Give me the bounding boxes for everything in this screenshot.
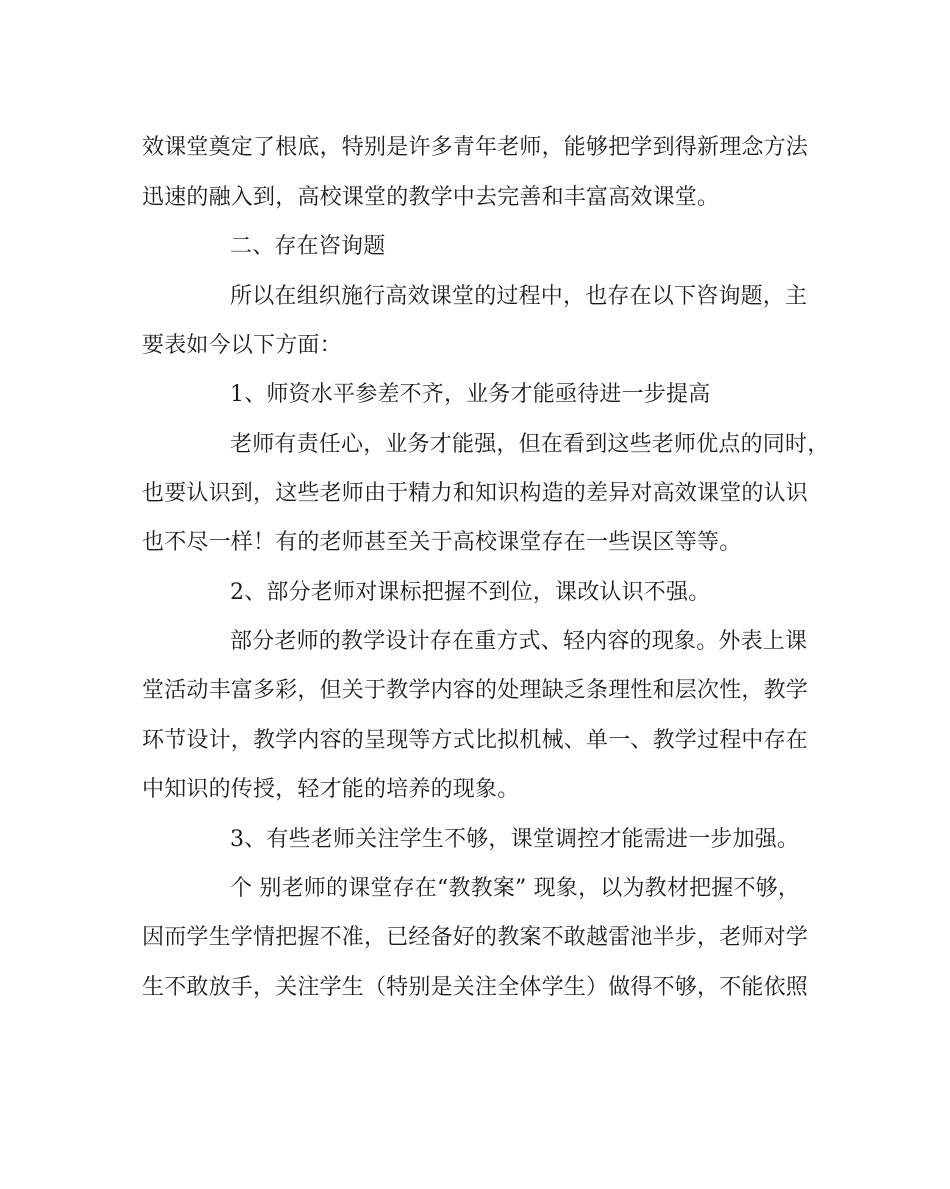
paragraph-line: 部分老师的教学设计存在重方式、轻内容的现象。外表上课 [230,629,808,654]
section-heading: 二、存在咨询题 [230,234,386,259]
paragraph-line: 所以在组织施行高效课堂的过程中，也存在以下咨询题，主 [230,284,808,309]
paragraph-line: 堂活动丰富多彩，但关于教学内容的处理缺乏条理性和层次性，教学 [142,678,809,703]
paragraph-line: 也不尽一样！有的老师甚至关于高校课堂存在一些误区等等。 [142,530,742,555]
paragraph-line: 个 别老师的课堂存在“教教案” 现象，以为教材把握不够， [230,876,801,901]
paragraph-line: 生不敢放手，关注学生（特别是关注全体学生）做得不够，不能依照 [142,975,809,1000]
paragraph-line: 老师有责任心，业务才能强，但在看到这些老师优点的同时， [230,432,830,457]
paragraph-line: 也要认识到，这些老师由于精力和知识构造的差异对高效课堂的认识 [142,481,809,506]
subheading: 3、有些老师关注学生不够，课堂调控才能需进一步加强。 [230,827,800,852]
subheading: 2、部分老师对课标把握不到位，课改认识不强。 [230,580,711,605]
paragraph-line: 迅速的融入到，高校课堂的教学中去完善和丰富高效课堂。 [142,185,720,210]
paragraph-line: 效课堂奠定了根底，特别是许多青年老师，能够把学到得新理念方法 [142,135,809,160]
paragraph-line: 中知识的传授，轻才能的培养的现象。 [142,777,520,802]
subheading: 1、师资水平参差不齐，业务才能亟待进一步提高 [230,382,711,407]
paragraph-line: 环节设计，教学内容的呈现等方式比拟机械、单一、教学过程中存在 [142,728,809,753]
paragraph-line: 要表如今以下方面： [142,333,342,358]
paragraph-line: 因而学生学情把握不准，已经备好的教案不敢越雷池半步，老师对学 [142,925,809,950]
